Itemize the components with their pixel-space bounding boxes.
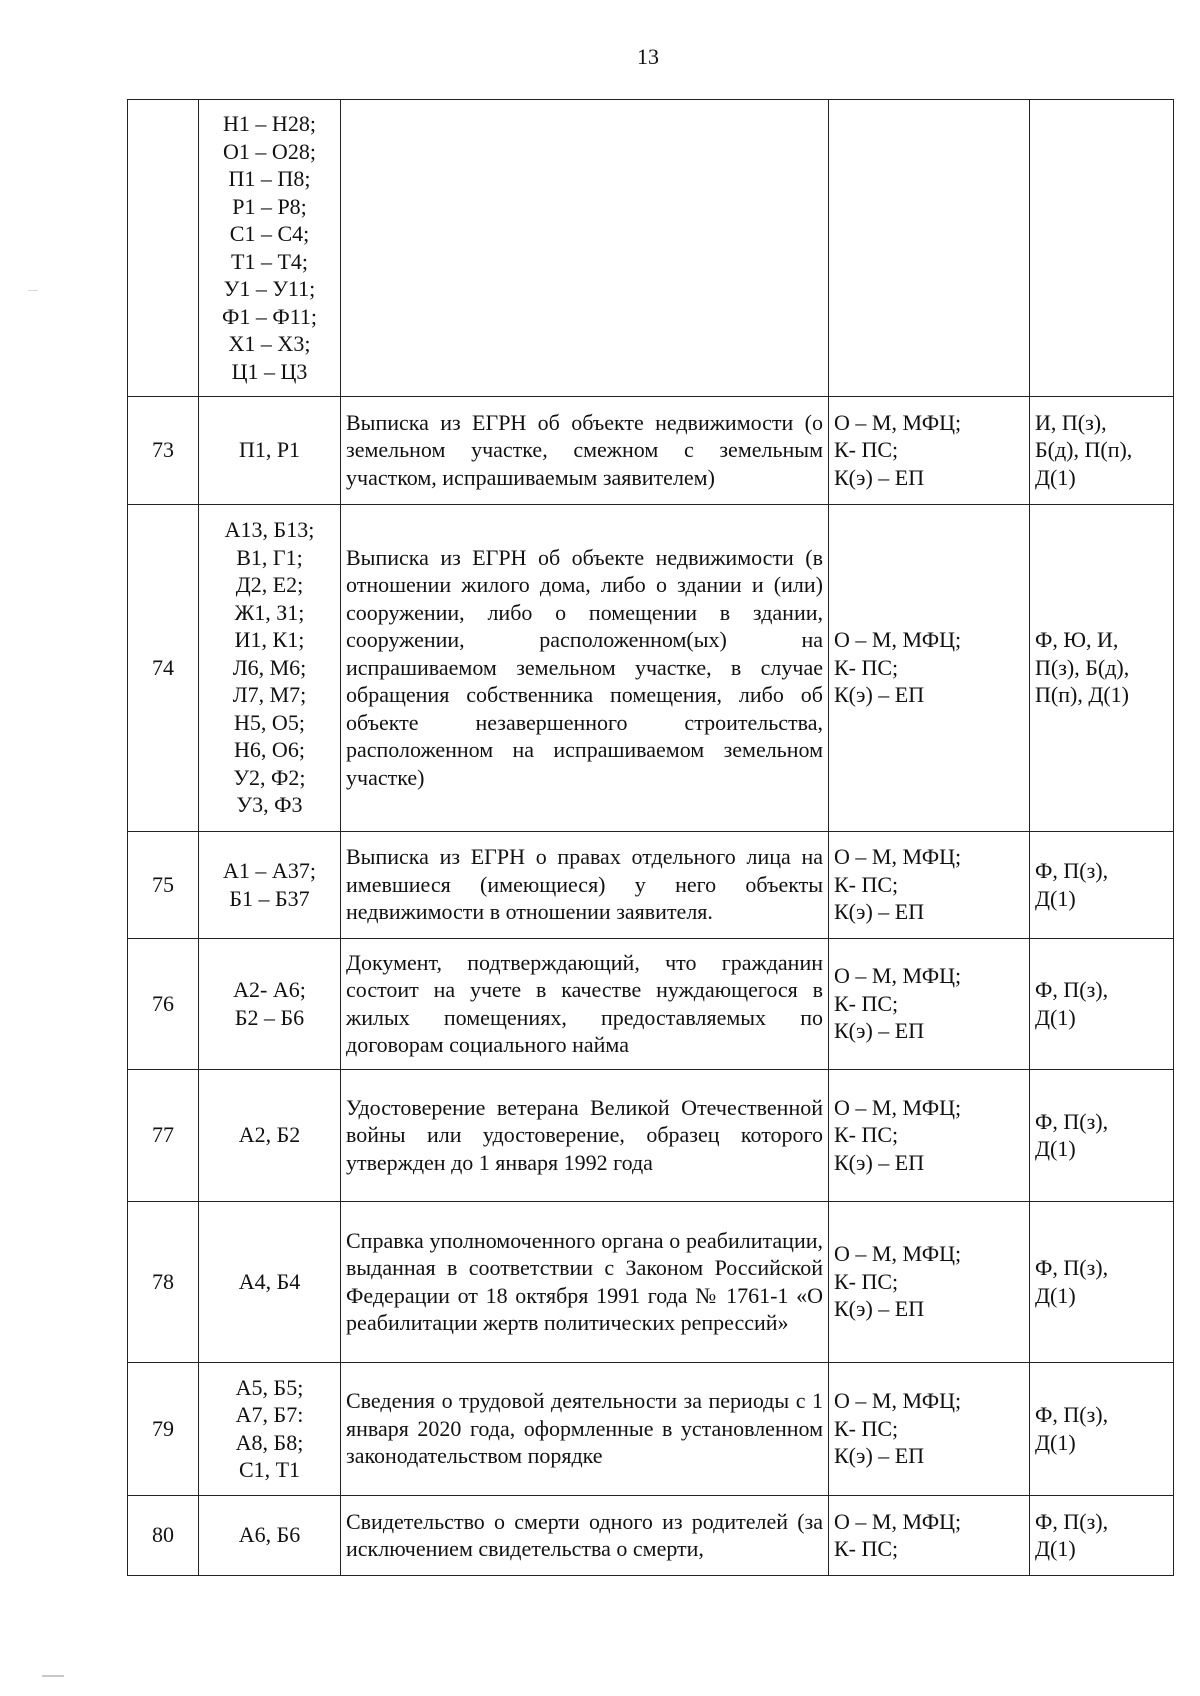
applicant-type: Ф, П(з),: [1035, 1402, 1109, 1427]
applicant-code: Л6, М6;: [232, 654, 307, 680]
applicant-type: Ф, П(з),: [1035, 977, 1109, 1002]
submission-methods-cell: [829, 505, 1030, 832]
submission-methods-cell: [829, 832, 1030, 939]
document-description-cell: Выписка из ЕГРН об объекте недвижимости (в отношении жилого дома, либо о здании и (или) сооружении, либо о помещении в здании, сооружении, расположенном(ых) на испрашиваемом земельном участке, в случае обращения собственника помещения, либо об объекте незавершенного строительства, расположенном на испрашиваемом земельном участке): [341, 505, 829, 832]
applicant-codes-cell: [199, 505, 341, 832]
applicant-types-cell: [1030, 505, 1174, 832]
page-number: 13: [637, 44, 659, 69]
submission-methods-cell: [829, 100, 1030, 397]
submission-method: К- ПС;: [834, 1268, 899, 1294]
submission-method: О – М, МФЦ;: [834, 1508, 962, 1534]
submission-method: К- ПС;: [834, 871, 899, 897]
applicant-code: У2, Ф2;: [233, 764, 306, 790]
applicant-code: С1, Т1: [238, 1457, 301, 1482]
applicant-code: П1 – П8;: [228, 166, 311, 191]
applicant-code: О1 – О28;: [223, 138, 316, 164]
submission-method: К(э) – ЕП: [834, 464, 925, 490]
applicant-code: А1 – А37;: [223, 858, 316, 883]
submission-method: К(э) – ЕП: [834, 1018, 925, 1044]
applicant-code: Т1 – Т4;: [231, 248, 308, 274]
document-description-cell: [341, 100, 829, 397]
applicant-code: С1 – С4;: [229, 221, 310, 246]
table-row: [128, 832, 1174, 939]
applicant-codes-cell: [199, 1202, 341, 1363]
applicant-type: Ф, П(з),: [1035, 1108, 1109, 1134]
applicant-code: В1, Г1;: [236, 544, 303, 570]
table-row: [128, 397, 1174, 505]
applicant-type: Ф, Ю, И,: [1035, 627, 1119, 653]
applicant-code: Д2, Е2;: [235, 572, 304, 598]
applicant-code: П1, Р1: [238, 437, 301, 463]
submission-method: К- ПС;: [834, 990, 899, 1016]
applicant-type: Д(1): [1035, 885, 1076, 911]
submission-methods-cell: [829, 397, 1030, 505]
applicant-code: А4, Б4: [238, 1268, 301, 1294]
applicant-type: Ф, П(з),: [1035, 1508, 1109, 1534]
applicant-codes-cell: [199, 1496, 341, 1576]
row-number-cell: 77: [128, 1070, 199, 1202]
applicant-type: Д(1): [1035, 1004, 1076, 1030]
applicant-types-cell: [1030, 832, 1174, 939]
applicant-types-cell: [1030, 100, 1174, 397]
applicant-types-cell: [1030, 397, 1174, 505]
table-row: [128, 1202, 1174, 1363]
applicant-type: Б(д), П(п),: [1035, 437, 1133, 463]
submission-method: К(э) – ЕП: [834, 1443, 925, 1469]
applicant-code: Б1 – Б37: [229, 885, 310, 911]
applicant-code: А8, Б8;: [235, 1429, 304, 1455]
applicant-code: Б2 – Б6: [234, 1004, 305, 1030]
submission-method: О – М, МФЦ;: [834, 1241, 962, 1267]
applicant-code: Н1 – Н28;: [223, 111, 316, 136]
applicant-code: Х1 – Х3;: [228, 331, 311, 356]
document-description-cell: Документ, подтверждающий, что гражданин состоит на учете в качестве нуждающегося в жилых помещениях, предоставляемых по договорам социального найма: [341, 939, 829, 1070]
documents-table-body: [128, 100, 1174, 1576]
applicant-types-cell: [1030, 1363, 1174, 1496]
submission-method: О – М, МФЦ;: [834, 844, 962, 870]
applicant-code: А13, Б13;: [224, 517, 315, 543]
applicant-code: А7, Б7:: [235, 1402, 304, 1427]
submission-method: К- ПС;: [834, 437, 899, 463]
documents-table: [127, 99, 1174, 1576]
scan-artifact: [42, 1675, 64, 1677]
submission-method: О – М, МФЦ;: [834, 627, 962, 653]
applicant-type: Д(1): [1035, 1429, 1076, 1455]
applicant-type: П(з), Б(д),: [1035, 654, 1130, 680]
applicant-code: Ц1 – Ц3: [231, 358, 308, 384]
document-description-cell: Удостоверение ветерана Великой Отечественной войны или удостоверение, образец которого утвержден до 1 января 1992 года: [341, 1070, 829, 1202]
submission-methods-cell: [829, 939, 1030, 1070]
document-description-cell: Справка уполномоченного органа о реабилитации, выданная в соответствии с Законом Российской Федерации от 18 октября 1991 года № 1761-1 «О реабилитации жертв политических репрессий»: [341, 1202, 829, 1363]
submission-method: О – М, МФЦ;: [834, 409, 962, 435]
submission-methods-cell: [829, 1202, 1030, 1363]
submission-method: К(э) – ЕП: [834, 1296, 925, 1322]
table-row: [128, 505, 1174, 832]
row-number-cell: 74: [128, 505, 199, 832]
applicant-code: Ф1 – Ф11;: [221, 303, 318, 329]
applicant-types-cell: [1030, 1202, 1174, 1363]
applicant-codes-cell: [199, 1070, 341, 1202]
row-number-cell: 79: [128, 1363, 199, 1496]
applicant-code: Ж1, З1;: [234, 599, 305, 625]
applicant-codes-cell: [199, 100, 341, 397]
document-description-cell: Выписка из ЕГРН о правах отдельного лица на имевшиеся (имеющиеся) у него объекты недвижимости в отношении заявителя.: [341, 832, 829, 939]
table-row: [128, 939, 1174, 1070]
applicant-code: Л7, М7;: [232, 682, 307, 708]
table-row: [128, 1363, 1174, 1496]
applicant-type: Ф, П(з),: [1035, 1255, 1109, 1280]
applicant-type: И, П(з),: [1035, 409, 1107, 435]
applicant-codes-cell: [199, 832, 341, 939]
applicant-code: А2, Б2: [238, 1122, 301, 1148]
applicant-type: П(п), Д(1): [1035, 682, 1129, 708]
submission-method: К(э) – ЕП: [834, 1149, 925, 1175]
table-row: [128, 1496, 1174, 1576]
submission-method: К- ПС;: [834, 654, 899, 680]
applicant-types-cell: [1030, 1496, 1174, 1576]
applicant-codes-cell: [199, 1363, 341, 1496]
table-row: [128, 1070, 1174, 1202]
applicant-code: А5, Б5;: [235, 1374, 304, 1400]
submission-method: К- ПС;: [834, 1536, 899, 1561]
applicant-code: Р1 – Р8;: [232, 193, 307, 219]
applicant-code: И1, К1;: [234, 627, 305, 653]
applicant-codes-cell: [199, 397, 341, 505]
submission-method: О – М, МФЦ;: [834, 963, 962, 989]
row-number-cell: [128, 100, 199, 397]
applicant-code: У3, Ф3: [236, 792, 303, 818]
applicant-codes-cell: [199, 939, 341, 1070]
row-number-cell: 73: [128, 397, 199, 505]
applicant-types-cell: [1030, 1070, 1174, 1202]
applicant-type: Д(1): [1035, 1282, 1076, 1308]
applicant-types-cell: [1030, 939, 1174, 1070]
applicant-type: Д(1): [1035, 1536, 1076, 1561]
applicant-type: Д(1): [1035, 1136, 1076, 1161]
row-number-cell: 80: [128, 1496, 199, 1576]
applicant-code: Н5, О5;: [234, 709, 305, 735]
scan-artifact: [28, 290, 38, 291]
applicant-type: Ф, П(з),: [1035, 858, 1109, 883]
submission-method: О – М, МФЦ;: [834, 1094, 962, 1120]
row-number-cell: 78: [128, 1202, 199, 1363]
applicant-code: Н6, О6;: [234, 737, 305, 763]
applicant-type: Д(1): [1035, 464, 1076, 490]
table-row: [128, 100, 1174, 397]
document-description-cell: Сведения о трудовой деятельности за периоды с 1 января 2020 года, оформленные в установленном законодательством порядке: [341, 1363, 829, 1496]
submission-methods-cell: [829, 1496, 1030, 1576]
submission-methods-cell: [829, 1363, 1030, 1496]
submission-method: О – М, МФЦ;: [834, 1388, 962, 1414]
row-number-cell: 75: [128, 832, 199, 939]
submission-method: К(э) – ЕП: [834, 682, 925, 708]
submission-method: К(э) – ЕП: [834, 899, 925, 925]
submission-methods-cell: [829, 1070, 1030, 1202]
document-description-cell: Выписка из ЕГРН об объекте недвижимости (о земельном участке, смежном с земельным участком, испрашиваемым заявителем): [341, 397, 829, 505]
submission-method: К- ПС;: [834, 1122, 899, 1148]
applicant-code: А6, Б6: [238, 1522, 301, 1548]
submission-method: К- ПС;: [834, 1415, 899, 1441]
row-number-cell: 76: [128, 939, 199, 1070]
applicant-code: У1 – У11;: [223, 276, 316, 301]
document-description-cell: Свидетельство о смерти одного из родителей (за исключением свидетельства о смерти,: [341, 1496, 829, 1576]
applicant-code: А2- А6;: [233, 977, 306, 1002]
